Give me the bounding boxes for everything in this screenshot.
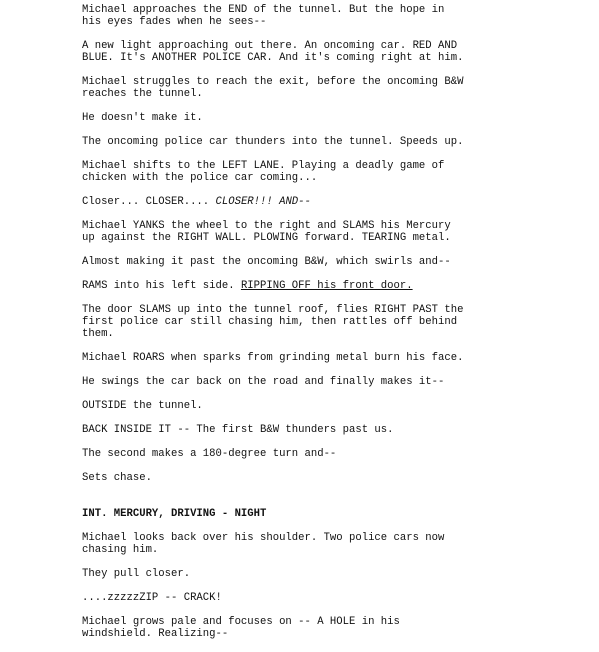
underlined-emphasis: RIPPING OFF his front door. [240,280,413,292]
action-paragraph: Sets chase. [82,472,152,484]
action-paragraph: A new light approaching out there. An oncoming car. RED AND BLUE. It's ANOTHER POLICE CAR. And it's coming right at him. [82,40,464,64]
action-paragraph: He doesn't make it. [82,112,203,124]
action-paragraph: BACK INSIDE IT -- The first B&W thunders past us. [82,424,394,436]
action-text: RAMS into his left side. [82,280,241,292]
action-paragraph: Michael grows pale and focuses on -- A HOLE in his windshield. Realizing-- [82,616,400,640]
action-paragraph: The second makes a 180-degree turn and-- [82,448,337,460]
action-paragraph: Michael ROARS when sparks from grinding metal burn his face. [82,352,464,364]
action-paragraph: The oncoming police car thunders into the tunnel. Speeds up. [82,136,464,148]
action-paragraph: Michael looks back over his shoulder. Two police cars now chasing him. [82,532,445,556]
action-paragraph: They pull closer. [82,568,191,580]
action-paragraph: Michael approaches the END of the tunnel. But the hope in his eyes fades when he sees-- [82,4,445,28]
action-paragraph: ....zzzzzZIP -- CRACK! [82,592,222,604]
action-paragraph: Almost making it past the oncoming B&W, which swirls and-- [82,256,451,268]
action-paragraph: The door SLAMS up into the tunnel roof, flies RIGHT PAST the first police car still chasing him, then rattles off behind them. [82,304,464,340]
action-paragraph: He swings the car back on the road and finally makes it-- [82,376,445,388]
scene-heading: INT. MERCURY, DRIVING - NIGHT [82,508,267,520]
action-paragraph: OUTSIDE the tunnel. [82,400,203,412]
action-paragraph: Michael shifts to the LEFT LANE. Playing a deadly game of chicken with the police car coming... [82,160,445,184]
action-paragraph [82,280,522,292]
screenplay-page [82,4,522,652]
action-paragraph [82,196,522,208]
action-paragraph: Michael struggles to reach the exit, before the oncoming B&W reaches the tunnel. [82,76,464,100]
action-text: Closer... CLOSER.... [82,196,216,208]
italic-emphasis: CLOSER!!! AND-- [215,196,311,208]
action-paragraph: Michael YANKS the wheel to the right and SLAMS his Mercury up against the RIGHT WALL. PLOWING forward. TEARING metal. [82,220,451,244]
